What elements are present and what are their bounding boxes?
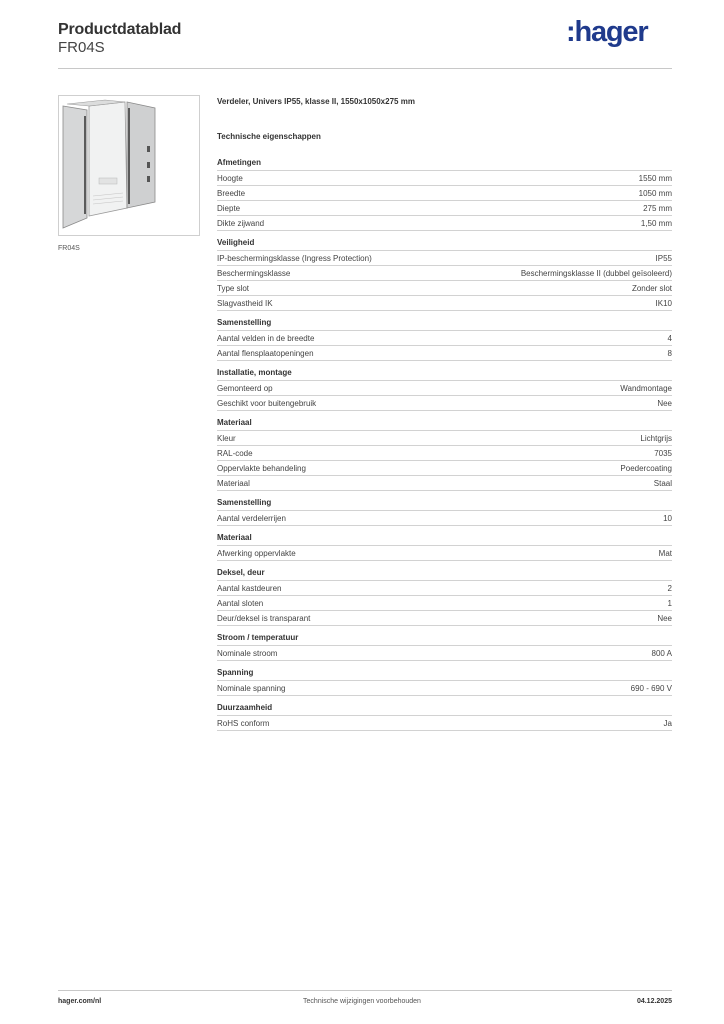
spec-value: 690 - 690 V — [630, 684, 672, 693]
spec-row — [217, 251, 672, 266]
spec-row — [217, 546, 672, 561]
spec-value: 10 — [663, 514, 672, 523]
spec-label: Diepte — [217, 204, 241, 213]
spec-label: Deur/deksel is transparant — [217, 614, 311, 623]
spec-row — [217, 296, 672, 311]
spec-value: Ja — [663, 719, 672, 728]
section-stroom — [217, 632, 672, 661]
spec-row — [217, 346, 672, 361]
spec-label: Slagvastheid IK — [217, 299, 273, 308]
section-title: Spanning — [217, 667, 672, 681]
section-deksel-deur — [217, 567, 672, 626]
section-spanning — [217, 667, 672, 696]
section-title: Deksel, deur — [217, 567, 672, 581]
spec-value: 4 — [667, 334, 672, 343]
spec-label: Aantal verdelerrijen — [217, 514, 286, 523]
spec-sections — [217, 157, 672, 731]
spec-label: Dikte zijwand — [217, 219, 265, 228]
spec-label: Aantal velden in de breedte — [217, 334, 315, 343]
spec-label: Aantal flensplaatopeningen — [217, 349, 314, 358]
spec-row — [217, 476, 672, 491]
properties-heading: Technische eigenschappen — [217, 132, 321, 141]
header-divider — [58, 68, 672, 69]
spec-row — [217, 331, 672, 346]
hager-logo-text: :hager — [566, 16, 648, 48]
spec-row — [217, 461, 672, 476]
enclosure-illustration — [59, 96, 199, 235]
spec-value: Nee — [657, 614, 672, 623]
spec-row — [217, 381, 672, 396]
spec-row — [217, 281, 672, 296]
section-title: Samenstelling — [217, 497, 672, 511]
product-code: FR04S — [58, 39, 105, 56]
spec-value: 1,50 mm — [640, 219, 672, 228]
spec-row — [217, 171, 672, 186]
section-samenstelling — [217, 317, 672, 361]
spec-value: Nee — [657, 399, 672, 408]
spec-row — [217, 186, 672, 201]
spec-row — [217, 216, 672, 231]
spec-row — [217, 266, 672, 281]
section-title: Installatie, montage — [217, 367, 672, 381]
spec-row — [217, 646, 672, 661]
section-afmetingen — [217, 157, 672, 231]
spec-value: IK10 — [655, 299, 672, 308]
spec-value: 7035 — [654, 449, 672, 458]
section-title: Samenstelling — [217, 317, 672, 331]
product-image — [58, 95, 200, 236]
spec-value: 1550 mm — [638, 174, 672, 183]
section-title: Materiaal — [217, 417, 672, 431]
spec-label: Geschikt voor buitengebruik — [217, 399, 317, 408]
spec-row — [217, 596, 672, 611]
spec-value: Wandmontage — [620, 384, 672, 393]
section-title: Stroom / temperatuur — [217, 632, 672, 646]
spec-row — [217, 431, 672, 446]
spec-value: 275 mm — [643, 204, 672, 213]
spec-row — [217, 681, 672, 696]
footer-divider — [58, 990, 672, 991]
spec-value: Mat — [658, 549, 672, 558]
spec-label: Gemonteerd op — [217, 384, 273, 393]
spec-label: Materiaal — [217, 479, 250, 488]
spec-label: RoHS conform — [217, 719, 270, 728]
spec-label: Hoogte — [217, 174, 243, 183]
spec-value: Staal — [653, 479, 672, 488]
spec-value: 1 — [667, 599, 672, 608]
product-description: Verdeler, Univers IP55, klasse II, 1550x1050x275 mm — [217, 97, 415, 106]
spec-label: Aantal sloten — [217, 599, 264, 608]
spec-value: Zonder slot — [631, 284, 672, 293]
section-samenstelling-2 — [217, 497, 672, 526]
spec-label: Afwerking oppervlakte — [217, 549, 296, 558]
spec-row — [217, 611, 672, 626]
spec-row — [217, 201, 672, 216]
spec-value: 8 — [667, 349, 672, 358]
section-title: Materiaal — [217, 532, 672, 546]
spec-label: Aantal kastdeuren — [217, 584, 282, 593]
footer-website-link[interactable]: hager.com/nl — [58, 998, 102, 1005]
spec-label: Breedte — [217, 189, 246, 198]
spec-row — [217, 446, 672, 461]
spec-value: 1050 mm — [638, 189, 672, 198]
spec-label: Type slot — [217, 284, 250, 293]
spec-label: IP-beschermingsklasse (Ingress Protection) — [217, 254, 372, 263]
section-materiaal — [217, 417, 672, 491]
spec-label: Oppervlakte behandeling — [217, 464, 306, 473]
section-title: Afmetingen — [217, 157, 672, 171]
footer-disclaimer: Technische wijzigingen voorbehouden — [303, 998, 421, 1005]
spec-value: Lichtgrijs — [640, 434, 672, 443]
page-title: Productdatablad — [58, 21, 182, 38]
spec-value: Poedercoating — [620, 464, 672, 473]
spec-value: Beschermingsklasse II (dubbel geïsoleerd) — [520, 269, 672, 278]
spec-value: 800 A — [651, 649, 672, 658]
spec-label: Beschermingsklasse — [217, 269, 291, 278]
section-materiaal-2 — [217, 532, 672, 561]
spec-value: IP55 — [655, 254, 672, 263]
hager-logo — [566, 14, 658, 50]
spec-row — [217, 396, 672, 411]
spec-row — [217, 581, 672, 596]
spec-row — [217, 511, 672, 526]
section-duurzaamheid — [217, 702, 672, 731]
image-caption: FR04S — [58, 245, 80, 252]
section-title: Duurzaamheid — [217, 702, 672, 716]
spec-label: Nominale stroom — [217, 649, 278, 658]
spec-label: Nominale spanning — [217, 684, 286, 693]
spec-row — [217, 716, 672, 731]
section-title: Veiligheid — [217, 237, 672, 251]
spec-sheet — [217, 96, 672, 737]
spec-label: Kleur — [217, 434, 236, 443]
spec-label: RAL-code — [217, 449, 253, 458]
footer-date: 04.12.2025 — [636, 998, 672, 1005]
section-installatie — [217, 367, 672, 411]
section-veiligheid — [217, 237, 672, 311]
spec-value: 2 — [667, 584, 672, 593]
